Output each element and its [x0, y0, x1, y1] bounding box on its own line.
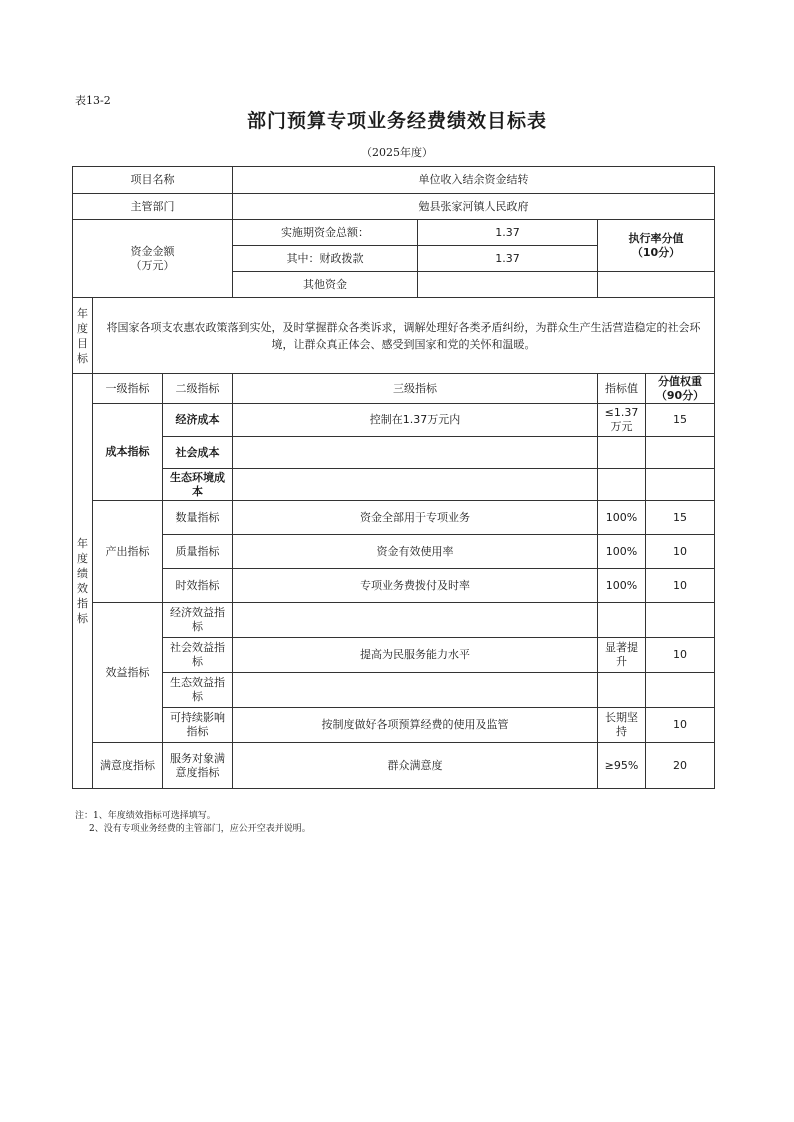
indicator-weight	[646, 469, 715, 501]
footnote-2: 2、没有专项业务经费的主管部门，应公开空表并说明。	[89, 824, 311, 834]
execution-rate-label: 执行率分值 （10分）	[598, 220, 715, 272]
level2-indicator: 数量指标	[163, 501, 233, 535]
col-level1-header: 一级指标	[93, 374, 163, 404]
indicator-row	[73, 673, 715, 708]
level2-indicator: 生态效益指标	[163, 673, 233, 708]
level2-indicator: 服务对象满意度指标	[163, 743, 233, 789]
indicator-weight	[646, 437, 715, 469]
col-level3-header: 三级指标	[233, 374, 598, 404]
department-label: 主管部门	[73, 194, 233, 220]
level3-indicator: 控制在1.37万元内	[233, 404, 598, 437]
indicator-value: 长期坚持	[598, 708, 646, 743]
footnotes	[75, 810, 311, 836]
total-fund-value: 1.37	[418, 220, 598, 246]
level3-indicator: 资金有效使用率	[233, 535, 598, 569]
project-name-label: 项目名称	[73, 167, 233, 194]
col-level2-header: 二级指标	[163, 374, 233, 404]
indicator-section-label: 年 度 绩 效 指 标	[73, 374, 93, 789]
indicator-weight: 10	[646, 638, 715, 673]
indicator-row	[73, 501, 715, 535]
indicator-value: ≥95%	[598, 743, 646, 789]
project-name-value: 单位收入结余资金结转	[233, 167, 715, 194]
total-fund-label: 实施期资金总额：	[233, 220, 418, 246]
level2-indicator: 生态环境成本	[163, 469, 233, 501]
indicator-weight	[646, 603, 715, 638]
level3-indicator	[233, 603, 598, 638]
fund-amount-label: 资金金额 （万元）	[73, 220, 233, 298]
fiscal-fund-value: 1.37	[418, 246, 598, 272]
level2-indicator: 时效指标	[163, 569, 233, 603]
indicator-weight: 10	[646, 708, 715, 743]
level2-indicator: 经济效益指标	[163, 603, 233, 638]
department-value: 勉县张家河镇人民政府	[233, 194, 715, 220]
department-row	[73, 194, 715, 220]
indicator-value: 100%	[598, 501, 646, 535]
execution-rate-value	[598, 272, 715, 298]
indicator-weight: 20	[646, 743, 715, 789]
level3-indicator: 提高为民服务能力水平	[233, 638, 598, 673]
indicator-value: 显著提升	[598, 638, 646, 673]
indicator-weight: 15	[646, 404, 715, 437]
indicator-row	[73, 404, 715, 437]
level2-indicator: 质量指标	[163, 535, 233, 569]
indicator-row	[73, 469, 715, 501]
fiscal-fund-label: 其中：财政拨款	[233, 246, 418, 272]
indicator-value	[598, 437, 646, 469]
indicator-weight	[646, 673, 715, 708]
indicator-row	[73, 603, 715, 638]
indicator-row	[73, 535, 715, 569]
indicator-row	[73, 708, 715, 743]
level3-indicator: 资金全部用于专项业务	[233, 501, 598, 535]
indicator-value	[598, 603, 646, 638]
level3-indicator: 专项业务费拨付及时率	[233, 569, 598, 603]
indicator-value: 100%	[598, 569, 646, 603]
other-fund-label: 其他资金	[233, 272, 418, 298]
budget-year: （2025年度）	[361, 146, 433, 159]
table-number: 表13-2	[75, 94, 111, 107]
indicator-row	[73, 569, 715, 603]
indicator-row	[73, 743, 715, 789]
col-weight-header: 分值权重 （90分）	[646, 374, 715, 404]
col-value-header: 指标值	[598, 374, 646, 404]
footnote-1: 注：1、年度绩效指标可选择填写。	[75, 811, 216, 821]
indicator-value: ≤1.37万元	[598, 404, 646, 437]
level2-indicator: 经济成本	[163, 404, 233, 437]
level3-indicator: 群众满意度	[233, 743, 598, 789]
annual-goal-text: 将国家各项支农惠农政策落到实处，及时掌握群众各类诉求，调解处理好各类矛盾纠纷，为群众生产生活营造稳定的社会环境，让群众真正体会、感受到国家和党的关怀和温暖。	[93, 298, 715, 374]
level3-indicator	[233, 469, 598, 501]
level1-indicator: 产出指标	[93, 501, 163, 603]
annual-goal-label: 年 度 目 标	[73, 298, 93, 374]
annual-goal-row	[73, 298, 715, 374]
level3-indicator	[233, 437, 598, 469]
indicator-weight: 10	[646, 535, 715, 569]
level1-indicator: 满意度指标	[93, 743, 163, 789]
page-title: 部门预算专项业务经费绩效目标表	[246, 110, 547, 132]
level3-indicator	[233, 673, 598, 708]
indicator-value	[598, 673, 646, 708]
indicator-row	[73, 638, 715, 673]
level2-indicator: 社会成本	[163, 437, 233, 469]
level1-indicator: 效益指标	[93, 603, 163, 743]
indicator-value	[598, 469, 646, 501]
level2-indicator: 可持续影响指标	[163, 708, 233, 743]
level3-indicator: 按制度做好各项预算经费的使用及监管	[233, 708, 598, 743]
other-fund-value	[418, 272, 598, 298]
performance-target-table	[72, 166, 715, 789]
level1-indicator: 成本指标	[93, 404, 163, 501]
level2-indicator: 社会效益指标	[163, 638, 233, 673]
indicator-value: 100%	[598, 535, 646, 569]
indicator-weight: 10	[646, 569, 715, 603]
indicator-weight: 15	[646, 501, 715, 535]
indicator-row	[73, 437, 715, 469]
fund-total-row	[73, 220, 715, 246]
indicator-header-row	[73, 374, 715, 404]
project-name-row	[73, 167, 715, 194]
